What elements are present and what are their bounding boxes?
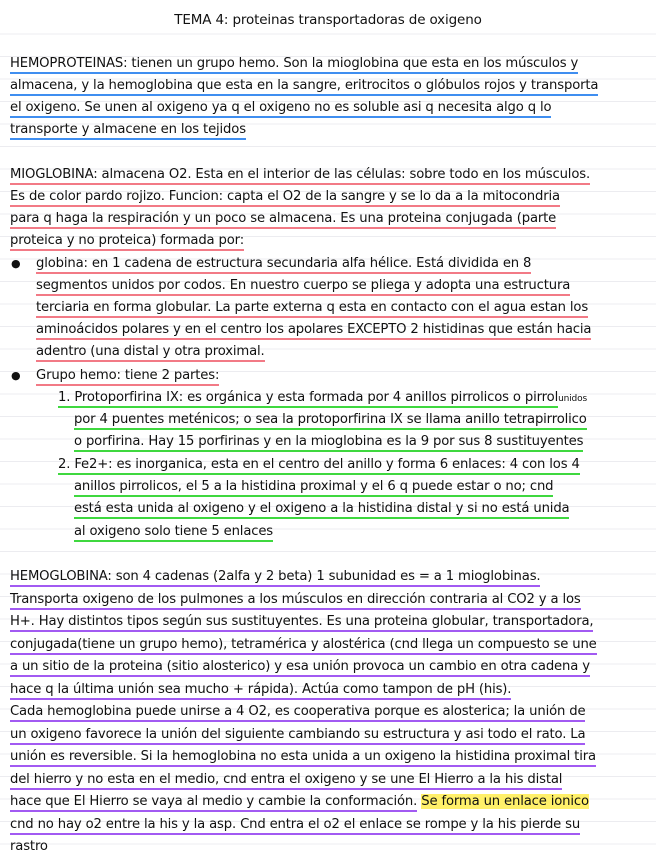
hemoproteinas-line-1: HEMOPROTEINAS: tienen un grupo hemo. Son la mioglobina que esta en los músculos y [10, 55, 652, 73]
proto-line-1: 1. Protoporfirina IX: es orgánica y esta formada por 4 anillos pirrolicos o pirrolunidos [58, 389, 652, 408]
proto-line-3: o porfirina. Hay 15 porfirinas y en la mioglobina es la 9 por sus 8 sustituyentes [74, 433, 652, 451]
hemoglobina-line-1: HEMOGLOBINA: son 4 cadenas (2alfa y 2 beta) 1 subunidad es = a 1 mioglobinas. [10, 568, 652, 586]
hemoglobina-line-8: un oxigeno favorece la unión del siguiente cambiando su estructura y asi todo el rato. La [10, 726, 652, 744]
mioglobina-line-1: MIOGLOBINA: almacena O2. Esta en el interior de las células: sobre todo en los músculos. [10, 166, 652, 184]
hemoglobina-line-13: rastro [10, 839, 48, 854]
proto-line-2: por 4 puentes meténicos; o sea la protoporfirina IX se llama anillo tetrapirrolico [74, 411, 652, 429]
hemoglobina-line-6: hace q la última unión sea mucho + rápida). Actúa como tampon de pH (his). [10, 681, 652, 699]
hemoglobina-line-12: cnd no hay o2 entre la his y la asp. Cnd entra el o2 el enlace se rompe y la his pierde su [10, 816, 652, 834]
proto-small-word: unidos [558, 394, 588, 404]
bullet-dot: ● [11, 257, 21, 270]
hemoglobina-line-7: Cada hemoglobina puede unirse a 4 O2, es cooperativa porque es alosterica; la unión de [10, 703, 652, 721]
hemoglobina-line-2: Transporta oxigeno de los pulmones a los músculos en dirección contraria al CO2 y a los [10, 591, 652, 609]
mioglobina-line-4: proteica y no proteica) formada por: [10, 232, 652, 250]
globina-line-4: aminoácidos polares y en el centro los apolares EXCEPTO 2 histidinas que están hacia [36, 321, 652, 339]
fe-line-3: está esta unida al oxigeno y el oxigeno a la histidina distal y si no está unida [74, 500, 652, 518]
mioglobina-line-3: para q haga la respiración y un poco se almacena. Es una proteina conjugada (parte [10, 210, 652, 228]
bullet-dot: ● [11, 369, 21, 382]
fe-line-2: anillos pirrolicos, el 5 a la histidina proximal y el 6 q puede estar o no; cnd [74, 478, 652, 496]
mioglobina-line-2: Es de color pardo rojizo. Funcion: capta el O2 de la sangre y se lo da a la mitocondria [10, 188, 652, 206]
hemoglobina-line-11: hace que El Hierro se vaya al medio y cambie la conformación. Se forma un enlace ionico [10, 793, 652, 811]
globina-line-3: terciaria en forma globular. La parte externa q esta en contacto con el agua estan los [36, 299, 652, 317]
highlighted-phrase: Se forma un enlace ionico [421, 794, 589, 809]
hemoproteinas-line-3: el oxigeno. Se unen al oxigeno ya q el oxigeno no es soluble asi q necesita algo q lo [10, 99, 652, 117]
globina-line-2: segmentos unidos por codos. En nuestro cuerpo se pliega y adopta una estructura [36, 277, 652, 295]
globina-line-1: globina: en 1 cadena de estructura secundaria alfa hélice. Está dividida en 8 [36, 255, 652, 273]
fe-line-4: al oxigeno solo tiene 5 enlaces [74, 523, 652, 541]
hemoglobina-line-10: del hierro y no esta en el medio, cnd entra el oxigeno y se une El Hierro a la his distal [10, 771, 652, 789]
hemoglobina-line-9: unión es reversible. Si la hemoglobina no esta unida a un oxigeno la histidina proximal tira [10, 748, 652, 766]
hemoglobina-line-5: a un sitio de la proteina (sitio alosterico) y esa unión provoca un cambio en otra cadena y [10, 658, 652, 676]
fe-line-1: 2. Fe2+: es inorganica, esta en el centro del anillo y forma 6 enlaces: 4 con los 4 [58, 456, 652, 474]
hemoglobina-line-3: H+. Hay distintos tipos según sus sustituyentes. Es una proteina globular, transportadora, [10, 613, 652, 631]
hemoproteinas-line-2: almacena, y la hemoglobina que esta en la sangre, eritrocitos o glóbulos rojos y transporta [10, 77, 652, 95]
grupo-hemo-line: Grupo hemo: tiene 2 partes: [36, 367, 652, 385]
hemoproteinas-line-4: transporte y almacene en los tejidos [10, 121, 652, 139]
globina-line-5: adentro (una distal y otra proximal. [36, 343, 652, 361]
page-title: TEMA 4: proteinas transportadoras de oxigeno [174, 12, 482, 28]
hemoglobina-line-4: conjugada(tiene un grupo hemo), tetramérica y alostérica (cnd llega un compuesto se une [10, 636, 652, 654]
